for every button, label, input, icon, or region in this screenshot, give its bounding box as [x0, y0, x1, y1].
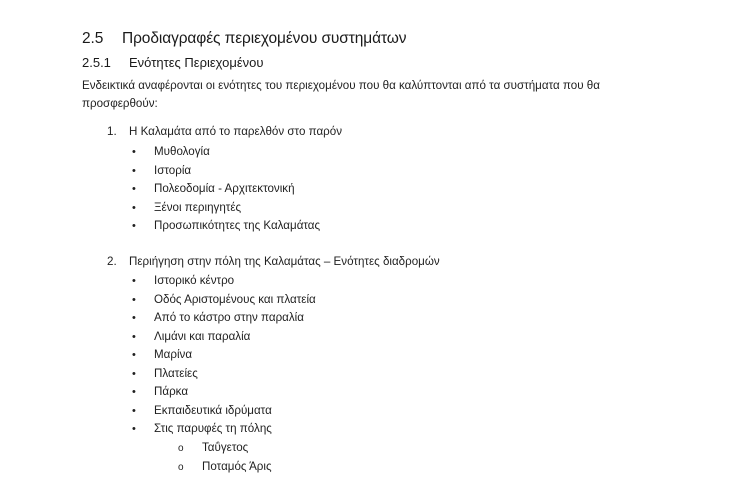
- section-heading: [82, 30, 406, 48]
- list-item: • Μαρίνα: [132, 346, 316, 365]
- bullet-icon: •: [132, 275, 136, 287]
- list-title: Περιήγηση στην πόλη της Καλαμάτας – Ενότητες διαδρομών: [129, 255, 440, 268]
- bullet-icon: •: [132, 330, 136, 343]
- bullet-icon: •: [132, 349, 136, 361]
- list-number: 1.: [107, 125, 117, 138]
- list-number: 2.: [107, 255, 117, 268]
- subsection-heading: [82, 55, 263, 70]
- subsection-number: 2.5.1: [82, 55, 111, 70]
- bullet-icon: •: [132, 293, 136, 306]
- bullet-icon: •: [132, 183, 136, 195]
- list-title: Η Καλαμάτα από το παρελθόν στο παρόν: [129, 125, 343, 138]
- bullet-list-2: [132, 272, 316, 439]
- list-item: • Στις παρυφές τη πόλης: [132, 420, 316, 439]
- bullet-icon: •: [132, 201, 136, 214]
- intro-paragraph: Ενδεικτικά αναφέρονται οι ενότητες του περιεχομένου που θα καλύπτονται από τα συστήματα που θα προσφερθούν:: [82, 79, 600, 110]
- list-item: o Ταΰγετος: [178, 439, 272, 458]
- subsection-title: Ενότητες Περιεχομένου: [129, 55, 264, 70]
- circle-bullet-icon: o: [178, 461, 184, 473]
- list-item: • Ιστορικό κέντρο: [132, 272, 316, 291]
- bullet-icon: •: [132, 146, 136, 158]
- list-item: • Ιστορία: [132, 162, 320, 181]
- list-item: • Οδός Αριστομένους και πλατεία: [132, 291, 316, 310]
- section-number: 2.5: [82, 30, 104, 47]
- list-item: o Ποταμός Άρις: [178, 458, 272, 477]
- bullet-list-1: [132, 143, 320, 236]
- bullet-icon: •: [132, 312, 136, 324]
- list-item-2: [107, 255, 440, 268]
- bullet-icon: •: [132, 367, 136, 380]
- bullet-icon: •: [132, 164, 136, 177]
- bullet-icon: •: [132, 220, 136, 232]
- bullet-icon: •: [132, 423, 136, 435]
- list-item: • Μυθολογία: [132, 143, 320, 162]
- sub-bullet-list: [178, 439, 272, 476]
- list-item: • Προσωπικότητες της Καλαμάτας: [132, 217, 320, 236]
- list-item: • Πάρκα: [132, 383, 316, 402]
- list-item: • Πλατείες: [132, 365, 316, 384]
- section-title: Προδιαγραφές περιεχομένου συστημάτων: [122, 30, 407, 47]
- list-item: • Ξένοι περιηγητές: [132, 199, 320, 218]
- list-item: • Λιμάνι και παραλία: [132, 328, 316, 347]
- list-item: • Εκπαιδευτικά ιδρύματα: [132, 402, 316, 421]
- bullet-icon: •: [132, 404, 136, 417]
- list-item: • Από το κάστρο στην παραλία: [132, 309, 316, 328]
- list-item: • Πολεοδομία - Αρχιτεκτονική: [132, 180, 320, 199]
- circle-bullet-icon: o: [178, 443, 184, 454]
- bullet-icon: •: [132, 386, 136, 398]
- list-item-1: [107, 125, 342, 138]
